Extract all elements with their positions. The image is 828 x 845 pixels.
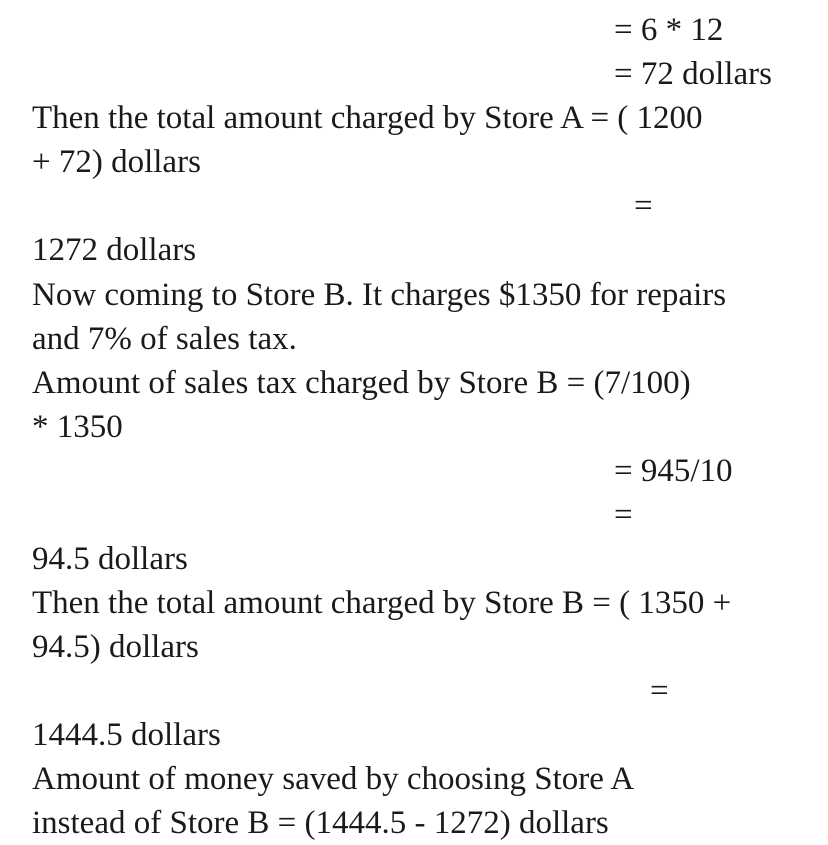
equals-sign: = <box>634 188 653 224</box>
equals-sign: = <box>614 497 633 533</box>
savings-line-cont: instead of Store B = (1444.5 - 1272) dollars <box>32 805 609 841</box>
store-b-tax-line-cont: * 1350 <box>32 409 123 445</box>
store-a-total-line: Then the total amount charged by Store A = ( 1200 <box>32 100 703 136</box>
store-b-intro-line-cont: and 7% of sales tax. <box>32 321 297 357</box>
equals-sign: = <box>650 673 669 709</box>
store-b-total-line: Then the total amount charged by Store B = ( 1350 + <box>32 585 732 621</box>
savings-line: Amount of money saved by choosing Store A <box>32 761 635 797</box>
store-b-intro-line: Now coming to Store B. It charges $1350 for repairs <box>32 277 727 313</box>
calc-line-6x12: = 6 * 12 <box>614 12 724 48</box>
calc-line-945-10: = 945/10 <box>614 453 733 489</box>
store-a-total-line-cont: + 72) dollars <box>32 144 201 180</box>
store-a-total-result: 1272 dollars <box>32 232 197 268</box>
store-b-tax-result: 94.5 dollars <box>32 541 188 577</box>
store-b-total-result: 1444.5 dollars <box>32 717 221 753</box>
store-b-tax-line: Amount of sales tax charged by Store B = (7/100) <box>32 365 691 401</box>
store-b-total-line-cont: 94.5) dollars <box>32 629 199 665</box>
calc-line-72-dollars: = 72 dollars <box>614 56 772 92</box>
